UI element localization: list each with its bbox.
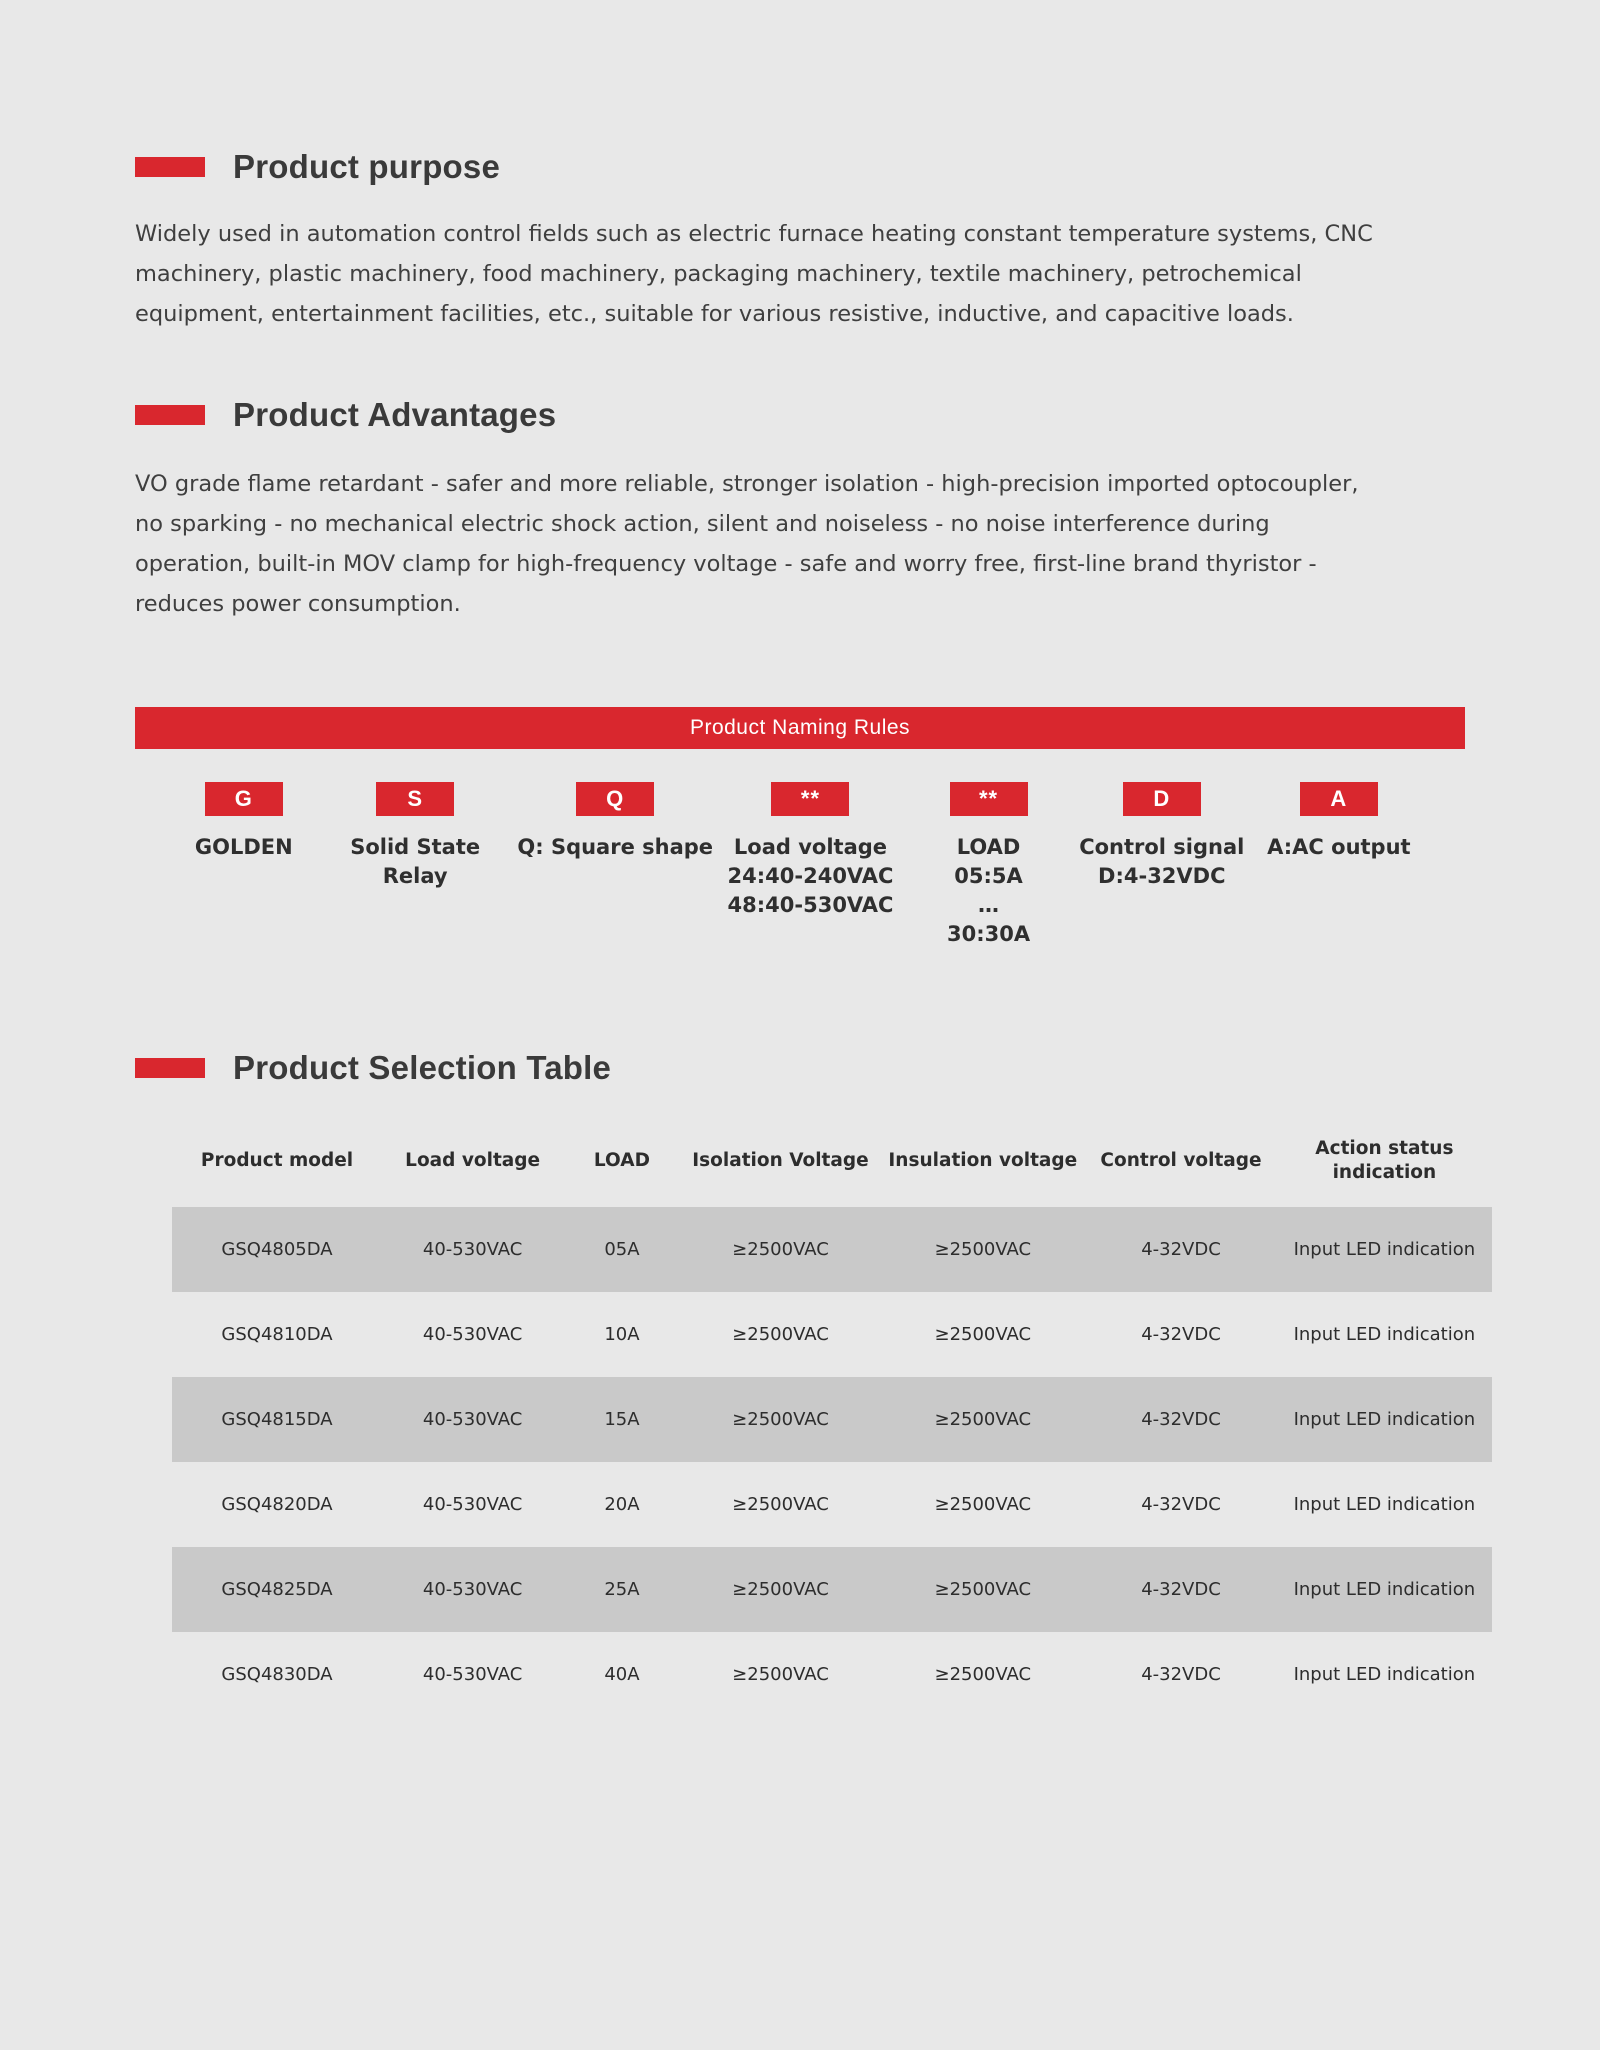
table-header xyxy=(172,1127,1492,1207)
table-cell: GSQ4830DA xyxy=(221,1664,333,1685)
table-cell: ≥2500VAC xyxy=(880,1377,1085,1462)
naming-rule-column xyxy=(315,782,516,949)
table-cell: Input LED indication xyxy=(1277,1377,1492,1462)
selection-table-wrapper xyxy=(135,1127,1476,1717)
table-cell: Input LED indication xyxy=(1293,1494,1476,1515)
product-selection-table xyxy=(172,1127,1492,1717)
table-cell: ≥2500VAC xyxy=(732,1494,829,1515)
table-cell: 4-32VDC xyxy=(1085,1377,1277,1462)
table-cell: GSQ4815DA xyxy=(172,1377,382,1462)
table-column-header: Load voltage xyxy=(405,1150,541,1171)
table-cell: 4-32VDC xyxy=(1085,1207,1277,1292)
table-cell: ≥2500VAC xyxy=(681,1377,881,1462)
table-cell: Input LED indication xyxy=(1277,1547,1492,1632)
table-cell: ≥2500VAC xyxy=(934,1494,1032,1515)
table-cell: ≥2500VAC xyxy=(732,1324,829,1345)
naming-code-badge: Q xyxy=(576,782,654,816)
table-cell: 4-32VDC xyxy=(1141,1494,1221,1515)
accent-bar-icon xyxy=(135,157,205,177)
table-cell: 4-32VDC xyxy=(1141,1324,1221,1345)
table-cell: ≥2500VAC xyxy=(681,1207,881,1292)
table-cell: Input LED indication xyxy=(1277,1207,1492,1292)
table-body xyxy=(172,1207,1492,1717)
naming-code-label: Solid State Relay xyxy=(350,835,481,888)
table-cell: ≥2500VAC xyxy=(681,1547,881,1632)
table-cell: 40-530VAC xyxy=(382,1207,563,1292)
table-cell: 4-32VDC xyxy=(1085,1547,1277,1632)
naming-code-badge: ** xyxy=(771,782,849,816)
table-cell: 40-530VAC xyxy=(422,1494,523,1515)
advantages-paragraph: VO grade flame retardant - safer and more reliable, stronger isolation - high-precision imported optocoupler, no sparking - no mechanical electric shock action, silent and noiseless - no noise interference during operation, built-in MOV clamp for high-frequency voltage - safe and worry free, first-line brand thyristor - reduces power consumption. xyxy=(135,471,1359,617)
table-column-header: Control voltage xyxy=(1100,1150,1262,1171)
table-cell: GSQ4805DA xyxy=(172,1207,382,1292)
naming-rule-column xyxy=(173,782,315,949)
table-header-row xyxy=(172,1127,1492,1207)
table-cell: 25A xyxy=(563,1547,680,1632)
table-cell: Input LED indication xyxy=(1293,1324,1476,1345)
naming-code-badge: A xyxy=(1300,782,1378,816)
table-row xyxy=(172,1632,1492,1717)
table-cell: 20A xyxy=(604,1494,640,1515)
table-column-header: LOAD xyxy=(593,1150,650,1171)
section-product-purpose xyxy=(135,0,1465,334)
table-cell: Input LED indication xyxy=(1293,1664,1476,1685)
naming-code-badge: ** xyxy=(950,782,1028,816)
table-row xyxy=(172,1207,1492,1292)
advantages-title: Product Advantages xyxy=(233,396,557,433)
purpose-paragraph: Widely used in automation control fields such as electric furnace heating constant temperature systems, CNC machinery, plastic machinery, food machinery, packaging machinery, textile machinery, petrochemical equipment, entertainment facilities, etc., suitable for various resistive, inductive, and capacitive loads. xyxy=(135,221,1373,327)
table-cell: GSQ4820DA xyxy=(221,1494,333,1515)
selection-table-title: Product Selection Table xyxy=(233,1049,612,1086)
naming-rules-banner: Product Naming Rules xyxy=(135,707,1465,749)
naming-code-label: A:AC output xyxy=(1267,835,1411,859)
table-column-header: Product model xyxy=(200,1150,354,1171)
table-cell: 4-32VDC xyxy=(1141,1664,1221,1685)
section-heading xyxy=(135,148,1465,186)
table-cell: 10A xyxy=(604,1324,640,1345)
table-cell: ≥2500VAC xyxy=(732,1664,829,1685)
table-cell: ≥2500VAC xyxy=(880,1207,1085,1292)
naming-rule-column xyxy=(1071,782,1253,949)
table-column-header: Action status indication xyxy=(1315,1138,1454,1183)
table-cell: GSQ4825DA xyxy=(172,1547,382,1632)
accent-bar-icon xyxy=(135,405,205,425)
section-product-advantages xyxy=(135,396,1465,624)
table-row xyxy=(172,1292,1492,1377)
naming-rule-column xyxy=(906,782,1071,949)
section-naming-rules xyxy=(135,707,1465,949)
naming-code-label: Q: Square shape xyxy=(517,835,714,859)
table-column-header: Isolation Voltage xyxy=(692,1150,869,1171)
table-cell: 40A xyxy=(604,1664,640,1685)
accent-bar-icon xyxy=(135,1058,205,1078)
naming-rule-column xyxy=(1253,782,1425,949)
naming-code-label: LOAD 05:5A … 30:30A xyxy=(946,835,1031,946)
naming-code-badge: D xyxy=(1123,782,1201,816)
table-cell: 40-530VAC xyxy=(422,1324,523,1345)
table-row xyxy=(172,1547,1492,1632)
table-cell: ≥2500VAC xyxy=(934,1664,1032,1685)
page-title: Product purpose xyxy=(233,148,501,185)
table-cell: 40-530VAC xyxy=(422,1664,523,1685)
table-cell: ≥2500VAC xyxy=(880,1547,1085,1632)
table-cell: 40-530VAC xyxy=(382,1377,563,1462)
naming-rule-column xyxy=(516,782,715,949)
section-heading xyxy=(135,396,1465,434)
section-heading xyxy=(135,1049,1465,1087)
naming-code-label: GOLDEN xyxy=(194,835,293,859)
naming-rules-columns xyxy=(135,782,1465,949)
naming-code-badge: G xyxy=(205,782,283,816)
table-row xyxy=(172,1462,1492,1547)
table-column-header: Insulation voltage xyxy=(888,1150,1078,1171)
naming-rule-column xyxy=(715,782,906,949)
section-selection-table xyxy=(135,1049,1476,1717)
table-row xyxy=(172,1377,1492,1462)
table-cell: GSQ4810DA xyxy=(221,1324,333,1345)
naming-code-label: Load voltage 24:40-240VAC 48:40-530VAC xyxy=(727,835,894,917)
table-cell: 40-530VAC xyxy=(382,1547,563,1632)
naming-code-badge: S xyxy=(376,782,454,816)
naming-code-label: Control signal D:4-32VDC xyxy=(1079,835,1245,888)
table-cell: 15A xyxy=(563,1377,680,1462)
table-cell: 05A xyxy=(563,1207,680,1292)
table-cell: ≥2500VAC xyxy=(934,1324,1032,1345)
